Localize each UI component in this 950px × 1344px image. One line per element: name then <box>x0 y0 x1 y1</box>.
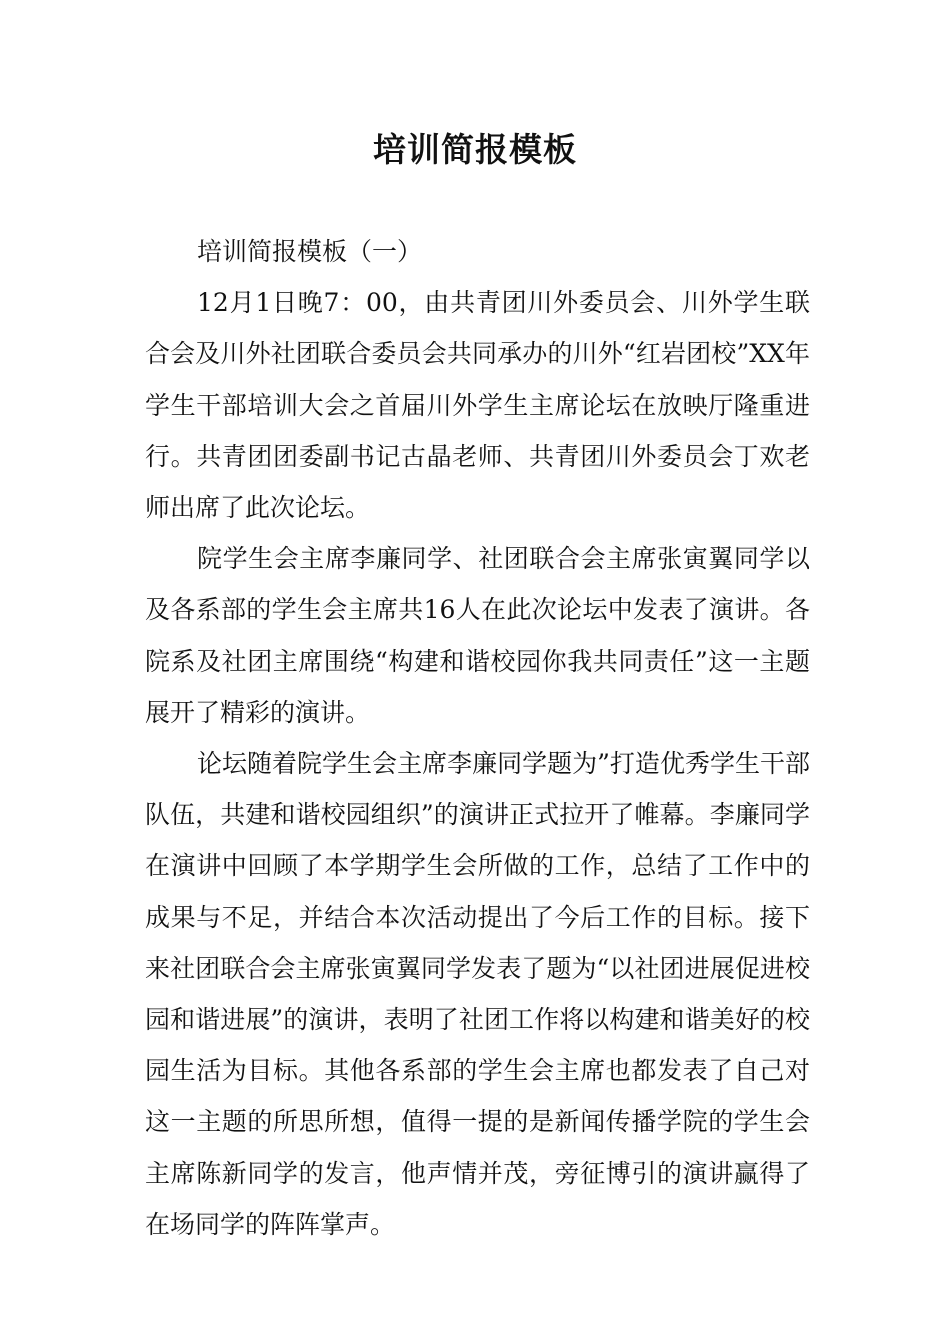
document-title: 培训简报模板 <box>373 130 577 169</box>
body-paragraph: 院学生会主席李廉同学、社团联合会主席张寅翼同学以及各系部的学生会主席共16人在此次论坛中发表了演讲。各院系及社团主席围绕“构建和谐校园你我共同责任”这一主题展开了精彩的演讲。 <box>145 544 810 727</box>
document-body <box>145 226 810 1250</box>
subtitle-paragraph: 培训简报模板（一） <box>197 237 423 266</box>
body-paragraph: 论坛随着院学生会主席李廉同学题为”打造优秀学生干部队伍，共建和谐校园组织”的演讲正式拉开了帷幕。李廉同学在演讲中回顾了本学期学生会所做的工作，总结了工作中的成果与不足，并结合本次活动提出了今后工作的目标。接下来社团联合会主席张寅翼同学发表了题为“以社团进展促进校园和谐进展”的演讲，表明了社团工作将以构建和谐美好的校园生活为目标。其他各系部的学生会主席也都发表了自己对这一主题的所思所想，值得一提的是新闻传播学院的学生会主席陈新同学的发言，他声情并茂，旁征博引的演讲赢得了在场同学的阵阵掌声。 <box>145 749 810 1239</box>
body-paragraph: 12月1日晚7：00，由共青团川外委员会、川外学生联合会及川外社团联合委员会共同承办的川外“红岩团校”XX年学生干部培训大会之首届川外学生主席论坛在放映厅隆重进行。共青团团委副书记古晶老师、共青团川外委员会丁欢老师出席了此次论坛。 <box>145 288 810 523</box>
